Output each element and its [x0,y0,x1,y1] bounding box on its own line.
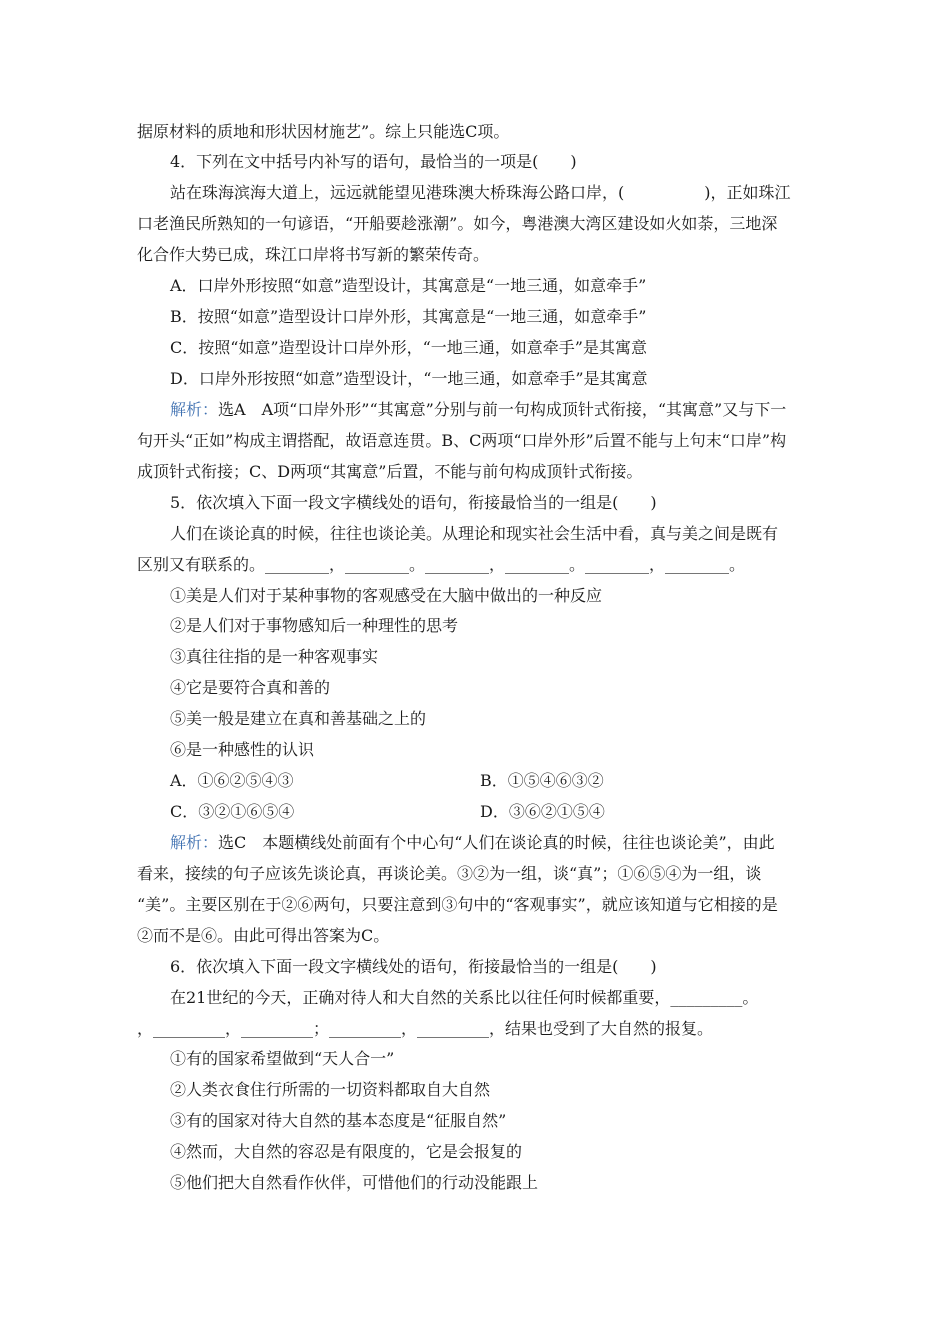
sentence-item: ①美是人们对于某种事物的客观感受在大脑中做出的一种反应 [170,586,603,605]
text-line: 口老渔民所熟知的一句谚语，“开船要趁涨潮”。如今，粤港澳大湾区建设如火如荼，三地深 [137,214,778,233]
option-d: D．口岸外形按照“如意”造型设计，“一地三通，如意牵手”是其寓意 [170,369,648,388]
option-c: C．按照“如意”造型设计口岸外形，“一地三通，如意牵手”是其寓意 [170,338,647,357]
text-line: “美”。主要区别在于②⑥两句，只要注意到③句中的“客观事实”，就应该知道与它相接的是 [137,895,778,914]
analysis-line [170,833,775,853]
option-a: A．①⑥②⑤④③ [170,771,294,790]
text-line: ②而不是⑥。由此可得出答案为C。 [137,926,390,945]
text-line: 据原材料的质地和形状因材施艺”。综上只能选C项。 [137,122,510,141]
analysis-line [170,400,786,420]
option-d: D．③⑥②①⑤④ [480,802,605,821]
sentence-item: ⑥是一种感性的认识 [170,740,315,759]
text-line: 在21世纪的今天，正确对待人和大自然的关系比以往任何时候都重要，_________。 [170,988,759,1007]
analysis-label: 解析： [170,833,219,852]
sentence-item: ④它是要符合真和善的 [170,678,331,697]
text-line: ，_________，_________；_________，_________，结果也受到了大自然的报复。 [137,1019,714,1038]
option-c: C．③②①⑥⑤④ [170,802,295,821]
analysis-text: 选A A项“口岸外形”“其寓意”分别与前一句构成顶针式衔接，“其寓意”又与下一 [218,400,787,419]
text-line: 站在珠海滨海大道上，远远就能望见港珠澳大桥珠海公路口岸，( )，正如珠江 [170,183,791,202]
analysis-text: 选C 本题横线处前面有个中心句“人们在谈论真的时候，往往也谈论美”，由此 [218,833,775,852]
text-line: 看来，接续的句子应该先谈论真，再谈论美。③②为一组，谈“真”；①⑥⑤④为一组，谈 [137,864,762,883]
sentence-item: ②是人们对于事物感知后一种理性的思考 [170,616,459,635]
analysis-label: 解析： [170,400,219,419]
option-b: B．按照“如意”造型设计口岸外形，其寓意是“一地三通，如意牵手” [170,307,647,326]
sentence-item: ③有的国家对待大自然的基本态度是“征服自然” [170,1111,507,1130]
question-5-stem: 5．依次填入下面一段文字横线处的语句，衔接最恰当的一组是( ) [170,493,657,512]
text-line: 句开头“正如”构成主谓搭配，故语意连贯。B、C两项“口岸外形”后置不能与上句末“口岸”构 [137,431,787,450]
question-4-stem: 4．下列在文中括号内补写的语句，最恰当的一项是( ) [170,152,577,171]
question-6-stem: 6．依次填入下面一段文字横线处的语句，衔接最恰当的一组是( ) [170,957,657,976]
text-line: 成顶针式衔接；C、D两项“其寓意”后置，不能与前句构成顶针式衔接。 [137,462,643,481]
sentence-item: ⑤他们把大自然看作伙伴，可惜他们的行动没能跟上 [170,1173,539,1192]
sentence-item: ①有的国家希望做到“天人合一” [170,1049,395,1068]
sentence-item: ③真往往指的是一种客观事实 [170,647,379,666]
sentence-item: ⑤美一般是建立在真和善基础之上的 [170,709,427,728]
text-line: 区别又有联系的。________，________。________，________。________，________。 [137,555,746,574]
option-a: A．口岸外形按照“如意”造型设计，其寓意是“一地三通，如意牵手” [170,276,647,295]
sentence-item: ②人类衣食住行所需的一切资料都取自大自然 [170,1080,491,1099]
option-b: B．①⑤④⑥③② [480,771,604,790]
text-line: 人们在谈论真的时候，往往也谈论美。从理论和现实社会生活中看，真与美之间是既有 [170,524,779,543]
text-line: 化合作大势已成，珠江口岸将书写新的繁荣传奇。 [137,245,490,264]
sentence-item: ④然而，大自然的容忍是有限度的，它是会报复的 [170,1142,523,1161]
